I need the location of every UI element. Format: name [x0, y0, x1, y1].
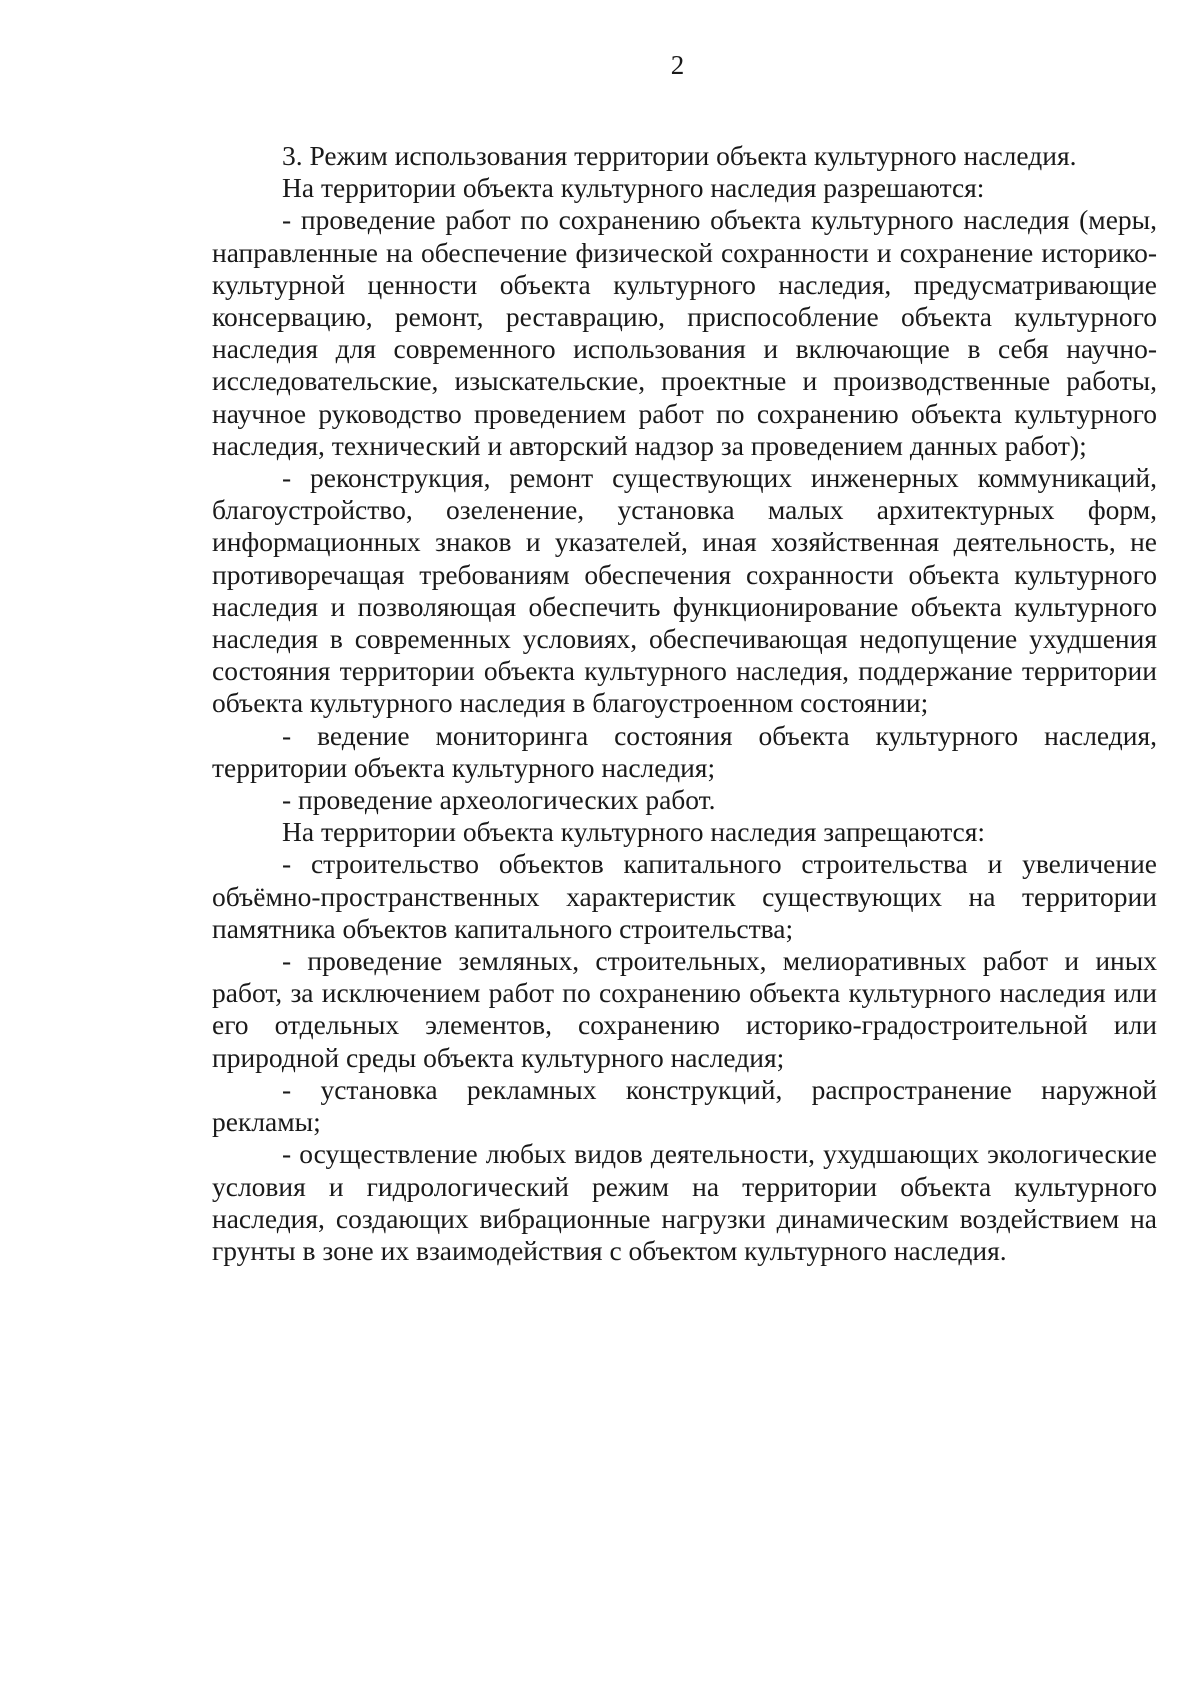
allowed-item: - ведение мониторинга состояния объекта культурного наследия, территории объекта культурного наследия; — [212, 719, 1157, 783]
allowed-item: - реконструкция, ремонт существующих инженерных коммуникаций, благоустройство, озеленение, установка малых архитектурных форм, информационных знаков и указателей, иная хозяйственная деятельность, не противоречащая требованиям обеспечения сохранности объекта культурного наследия и позволяющая обеспечить функционирование объекта культурного наследия в современных условиях, обеспечивающая недопущение ухудшения состояния территории объекта культурного наследия, поддержание территории объекта культурного наследия в благоустроенном состоянии; — [212, 462, 1157, 719]
prohibited-item: - осуществление любых видов деятельности, ухудшающих экологические условия и гидрологический режим на территории объекта культурного наследия, создающих вибрационные нагрузки динамическим воздействием на грунты в зоне их взаимодействия с объектом культурного наследия. — [212, 1138, 1157, 1266]
prohibited-intro: На территории объекта культурного наследия запрещаются: — [282, 816, 986, 848]
section-heading: 3. Режим использования территории объекта культурного наследия. — [282, 140, 1077, 171]
document-body — [212, 140, 1157, 1267]
page-number: 2 — [670, 50, 685, 80]
allowed-intro: На территории объекта культурного наследия разрешаются: — [282, 172, 985, 204]
prohibited-item: - установка рекламных конструкций, распространение наружной рекламы; — [212, 1073, 1157, 1138]
allowed-item: - проведение археологических работ. — [282, 784, 716, 816]
allowed-item: - проведение работ по сохранению объекта культурного наследия (меры, направленные на обеспечение физической сохранности и сохранение историко-культурной ценности объекта культурного наследия, предусматривающие консервацию, ремонт, реставрацию, приспособление объекта культурного наследия для современного использования и включающие в себя научно-исследовательские, изыскательские, проектные и производственные работы, научное руководство проведением работ по сохранению объекта культурного наследия, технический и авторский надзор за проведением данных работ); — [212, 204, 1157, 461]
prohibited-item: - проведение земляных, строительных, мелиоративных работ и иных работ, за исключением работ по сохранению объекта культурного наследия или его отдельных элементов, сохранению историко-градостроительной или природной среды объекта культурного наследия; — [212, 945, 1157, 1073]
prohibited-item: - строительство объектов капитального строительства и увеличение объёмно-пространственных характеристик существующих на территории памятника объектов капитального строительства; — [212, 848, 1157, 944]
